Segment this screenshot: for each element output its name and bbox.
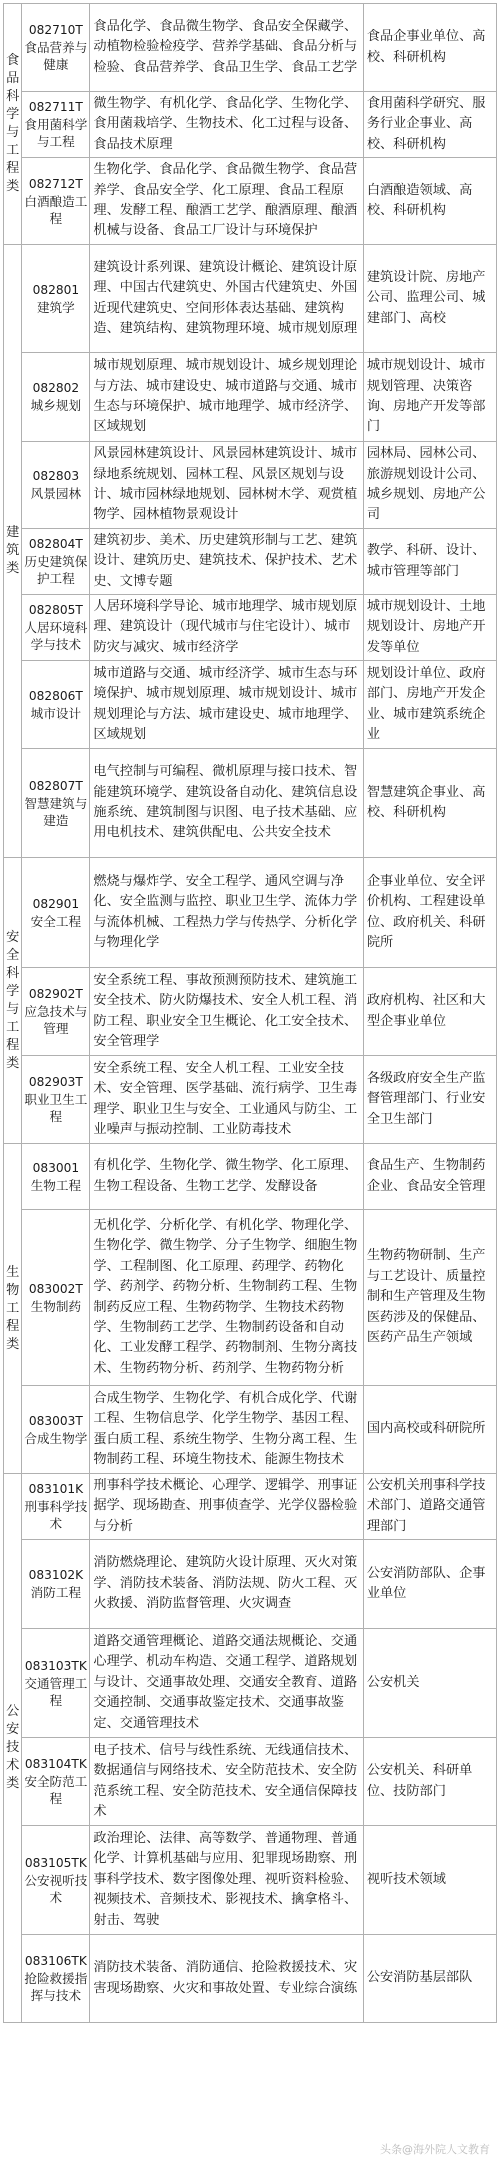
employment-cell: 国内高校或科研院所 xyxy=(363,1386,496,1474)
courses-cell: 道路交通管理概论、道路交通法规概论、交通心理学、机动车构造、交通工程学、道路规划与设计、交通事故处理、交通安全教育、道路交通控制、交通事故鉴定技术、交通事故鉴定、交通管理技术 xyxy=(90,1629,363,1738)
courses-cell: 建筑设计系列课、建筑设计概论、建筑设计原理、中国古代建筑史、外国古代建筑史、外国近现代建筑史、空间形体表达基础、建筑构造、建筑结构、建筑物理环境、城市规划原理 xyxy=(90,245,363,353)
category-cell xyxy=(4,1474,22,2023)
major-row xyxy=(4,595,497,661)
courses-cell: 城市道路与交通、城市经济学、城市生态与环境保护、城市规划原理、城市规划设计、城市规划理论与方法、城市建设史、城市地理学、区域规划 xyxy=(90,661,363,749)
major-name: 人居环境科学与技术 xyxy=(24,620,88,652)
major-code-cell xyxy=(22,245,90,353)
category-label: 建筑类 xyxy=(6,525,20,576)
major-name: 抢险救援指挥与技术 xyxy=(24,1971,88,2003)
employment-cell: 智慧建筑企事业、高校、科研机构 xyxy=(363,749,496,858)
major-row xyxy=(4,353,497,442)
courses-cell: 风景园林建筑设计、风景园林建筑设计、城市绿地系统规划、园林工程、风景区规划与设计、城市园林绿地规划、园林树木学、观赏植物学、园林植物景观设计 xyxy=(90,442,363,529)
courses-cell: 食品化学、食品微生物学、食品安全保藏学、动植物检验检疫学、营养学基础、食品分析与检验、食品营养学、食品卫生学、食品工艺学 xyxy=(90,4,363,92)
major-name: 城市设计 xyxy=(30,705,82,721)
major-code: 083003T xyxy=(28,1413,83,1428)
major-code: 082807T xyxy=(28,778,83,793)
major-code: 082710T xyxy=(28,23,83,37)
major-code-cell xyxy=(22,968,90,1056)
major-row xyxy=(4,1386,497,1474)
courses-cell: 消防燃烧理论、建筑防火设计原理、灭火对策学、消防技术装备、消防法规、防火工程、灭火救援、消防监督管理、火灾调查 xyxy=(90,1540,363,1629)
major-code-cell xyxy=(22,353,90,442)
major-code: 082712T xyxy=(28,176,83,191)
employment-cell: 城市规划设计、城市规划管理、决策咨询、房地产开发等部门 xyxy=(363,353,496,442)
major-row xyxy=(4,1629,497,1738)
category-label: 生物工程类 xyxy=(6,1264,20,1352)
courses-cell: 安全系统工程、事故预测预防技术、建筑施工安全技术、防火防爆技术、安全人机工程、消防工程、职业安全卫生概论、化工安全技术、安全管理学 xyxy=(90,968,363,1056)
major-row xyxy=(4,1738,497,1826)
major-row xyxy=(4,968,497,1056)
major-name: 合成生物学 xyxy=(24,1430,88,1446)
major-code-cell xyxy=(22,595,90,661)
employment-cell: 教学、科研、设计、城市管理等部门 xyxy=(363,529,496,595)
major-row xyxy=(4,1144,497,1210)
category-cell xyxy=(4,1144,22,1474)
employment-cell: 食品企事业单位、高校、科研机构 xyxy=(363,4,496,92)
major-code-cell xyxy=(22,1540,90,1629)
major-name: 建筑学 xyxy=(36,299,75,315)
employment-cell: 建筑设计院、房地产公司、监理公司、城建部门、高校 xyxy=(363,245,496,353)
courses-cell: 微生物学、有机化学、食品化学、生物化学、食用菌栽培学、生物技术、化工过程与设备、食品技术原理 xyxy=(90,92,363,158)
employment-cell: 公安消防部队、企事业单位 xyxy=(363,1540,496,1629)
major-code: 083105TK xyxy=(24,1855,87,1870)
major-code: 082806T xyxy=(28,688,83,703)
major-row xyxy=(4,1056,497,1144)
major-row xyxy=(4,158,497,245)
major-code-cell xyxy=(22,1386,90,1474)
major-name: 食用菌科学与工程 xyxy=(24,117,88,149)
major-code-cell xyxy=(22,1144,90,1210)
employment-cell: 园林局、园林公司、旅游规划设计公司、城乡规划、房地产公司 xyxy=(363,442,496,529)
major-name: 公安视听技术 xyxy=(24,1872,88,1905)
major-name: 职业卫生工程 xyxy=(24,1092,88,1124)
major-code: 082902T xyxy=(28,987,83,1001)
category-label: 食品科学与工程类 xyxy=(6,53,20,194)
major-name: 城乡规划 xyxy=(30,398,82,413)
major-row xyxy=(4,1826,497,1935)
major-code: 082803 xyxy=(32,469,80,483)
employment-cell: 规划设计单位、政府部门、房地产开发企业、城市建筑系统企业 xyxy=(363,661,496,749)
major-code-cell xyxy=(22,529,90,595)
major-code-cell xyxy=(22,1056,90,1144)
major-row xyxy=(4,858,497,968)
employment-cell: 公安机关刑事科学技术部门、道路交通管理部门 xyxy=(363,1474,496,1540)
major-code-cell xyxy=(22,1474,90,1540)
employment-cell: 视听技术领域 xyxy=(363,1826,496,1935)
employment-cell: 各级政府安全生产监督管理部门、行业安全卫生部门 xyxy=(363,1056,496,1144)
major-code-cell xyxy=(22,1629,90,1738)
major-row xyxy=(4,1474,497,1540)
major-row xyxy=(4,1935,497,2023)
employment-cell: 食品生产、生物制药企业、食品安全管理 xyxy=(363,1144,496,1210)
major-code: 083103TK xyxy=(24,1658,87,1673)
category-cell xyxy=(4,858,22,1144)
courses-cell: 人居环境科学导论、城市地理学、城市规划原理、建筑设计（现代城市与住宅设计）、城市防灾与减灾、城市经济学 xyxy=(90,595,363,661)
employment-cell: 城市规划设计、土地规划设计、房地产开发等单位 xyxy=(363,595,496,661)
major-name: 安全防范工程 xyxy=(24,1774,88,1806)
major-name: 历史建筑保护工程 xyxy=(24,554,88,586)
courses-cell: 城市规划原理、城市规划设计、城乡规划理论与方法、城市建设史、城市道路与交通、城市生态与环境保护、城市地理学、城市经济学、区域规划 xyxy=(90,353,363,442)
employment-cell: 企事业单位、安全评价机构、工程建设单位、政府机关、科研院所 xyxy=(363,858,496,968)
major-code-cell xyxy=(22,749,90,858)
major-code: 082903T xyxy=(28,1075,83,1089)
major-code: 083002T xyxy=(28,1281,83,1296)
major-row xyxy=(4,442,497,529)
major-code-cell xyxy=(22,4,90,92)
major-code: 082711T xyxy=(28,100,83,114)
courses-cell: 合成生物学、生物化学、有机合成化学、代谢工程、生物信息学、化学生物学、基因工程、蛋白质工程、系统生物学、生物分离工程、生物制药工程、环境生物技术、能源生物技术 xyxy=(90,1386,363,1474)
major-code: 082804T xyxy=(28,537,83,551)
major-code-cell xyxy=(22,1826,90,1935)
category-label: 安全科学与工程类 xyxy=(6,929,20,1071)
watermark: 头条@海外院人文教育 xyxy=(380,2143,490,2156)
major-name: 生物制药 xyxy=(30,1298,82,1314)
major-row xyxy=(4,245,497,353)
major-row xyxy=(4,749,497,858)
major-name: 应急技术与管理 xyxy=(24,1004,88,1036)
employment-cell: 生物药物研制、生产与工艺设计、质量控制和生产管理及生物医药涉及的保健品、医药产品生产领域 xyxy=(363,1210,496,1386)
major-code-cell xyxy=(22,1935,90,2023)
employment-cell: 白酒酿造领域、高校、科研机构 xyxy=(363,158,496,245)
courses-cell: 电气控制与可编程、微机原理与接口技术、智能建筑环境学、建筑设备自动化、建筑信息设施系统、建筑制图与识图、电子技术基础、应用电机技术、建筑供配电、公共安全技术 xyxy=(90,749,363,858)
courses-cell: 消防技术装备、消防通信、抢险救援技术、灾害现场勘察、火灾和事故处置、专业综合演练 xyxy=(90,1935,363,2023)
major-code: 083104TK xyxy=(24,1757,87,1771)
major-code: 082802 xyxy=(32,381,80,395)
major-code: 083106TK xyxy=(24,1954,87,1968)
employment-cell: 公安消防基层部队 xyxy=(363,1935,496,2023)
courses-cell: 政治理论、法律、高等数学、普通物理、普通化学、计算机基础与应用、犯罪现场勘察、刑事科学技术、数字图像处理、视听资料检验、视频技术、音频技术、影视技术、擒拿格斗、射击、驾驶 xyxy=(90,1826,363,1935)
employment-cell: 公安机关、科研单位、技防部门 xyxy=(363,1738,496,1826)
category-cell xyxy=(4,245,22,858)
major-code: 083101K xyxy=(28,1482,84,1496)
major-row xyxy=(4,4,497,92)
major-name: 白酒酿造工程 xyxy=(24,193,88,226)
major-row xyxy=(4,1210,497,1386)
major-name: 生物工程 xyxy=(30,1177,82,1193)
major-code-cell xyxy=(22,661,90,749)
major-code: 082901 xyxy=(32,896,80,911)
major-code: 083102K xyxy=(28,1568,84,1582)
major-code-cell xyxy=(22,858,90,968)
courses-cell: 建筑初步、美术、历史建筑形制与工艺、建筑设计、建筑历史、建筑技术、保护技术、艺术史、文博专题 xyxy=(90,529,363,595)
major-name: 消防工程 xyxy=(30,1585,82,1600)
major-code-cell xyxy=(22,1210,90,1386)
major-name: 风景园林 xyxy=(30,486,82,501)
employment-cell: 公安机关 xyxy=(363,1629,496,1738)
major-code-cell xyxy=(22,1738,90,1826)
courses-cell: 刑事科学技术概论、心理学、逻辑学、刑事证据学、现场勘查、刑事侦查学、光学仪器检验与分析 xyxy=(90,1474,363,1540)
courses-cell: 无机化学、分析化学、有机化学、物理化学、生物化学、微生物学、分子生物学、细胞生物学、工程制图、化工原理、药理学、药物化学、药剂学、药物分析、生物制药工程、生物制药反应工程、生物药物学、生物技术药物学、生物制药工艺学、生物制药设备和自动化、工业发酵工程学、药物制剂、生物分离技术、生物药物分析、药剂学、生物药物分析 xyxy=(90,1210,363,1386)
courses-cell: 燃烧与爆炸学、安全工程学、通风空调与净化、安全监测与监控、职业卫生学、流体力学与流体机械、工程热力学与传热学、分析化学与物理化学 xyxy=(90,858,363,968)
major-code: 082805T xyxy=(28,603,83,617)
major-name: 食品营养与健康 xyxy=(24,40,88,72)
major-code: 082801 xyxy=(32,282,80,297)
category-cell xyxy=(4,4,22,245)
category-label: 公安技术类 xyxy=(6,1704,20,1791)
major-code-cell xyxy=(22,442,90,529)
courses-cell: 安全系统工程、安全人机工程、工业安全技术、安全管理、医学基础、流行病学、卫生毒理学、职业卫生与安全、工业通风与防尘、工业噪声与振动控制、工业防毒技术 xyxy=(90,1056,363,1144)
employment-cell: 政府机构、社区和大型企事业单位 xyxy=(363,968,496,1056)
major-code-cell xyxy=(22,92,90,158)
major-name: 安全工程 xyxy=(30,913,82,929)
major-row xyxy=(4,92,497,158)
courses-cell: 电子技术、信号与线性系统、无线通信技术、数据通信与网络技术、安全防范技术、安全防范系统工程、安全防范技术、安全通信保障技术 xyxy=(90,1738,363,1826)
major-name: 智慧建筑与建造 xyxy=(24,795,88,828)
major-name: 刑事科学技术 xyxy=(24,1499,88,1531)
major-name: 交通管理工程 xyxy=(24,1675,88,1708)
major-row xyxy=(4,1540,497,1629)
courses-cell: 有机化学、生物化学、微生物学、化工原理、生物工程设备、生物工艺学、发酵设备 xyxy=(90,1144,363,1210)
major-table-body xyxy=(4,4,497,2023)
major-table xyxy=(3,3,497,2023)
employment-cell: 食用菌科学研究、服务行业企事业、高校、科研机构 xyxy=(363,92,496,158)
courses-cell: 生物化学、食品化学、食品微生物学、食品营养学、食品安全学、化工原理、食品工程原理、发酵工程、酿酒工艺学、酿酒原理、酿酒机械与设备、食品工厂设计与环境保护 xyxy=(90,158,363,245)
major-code: 083001 xyxy=(32,1160,80,1175)
major-code-cell xyxy=(22,158,90,245)
major-row xyxy=(4,661,497,749)
major-row xyxy=(4,529,497,595)
